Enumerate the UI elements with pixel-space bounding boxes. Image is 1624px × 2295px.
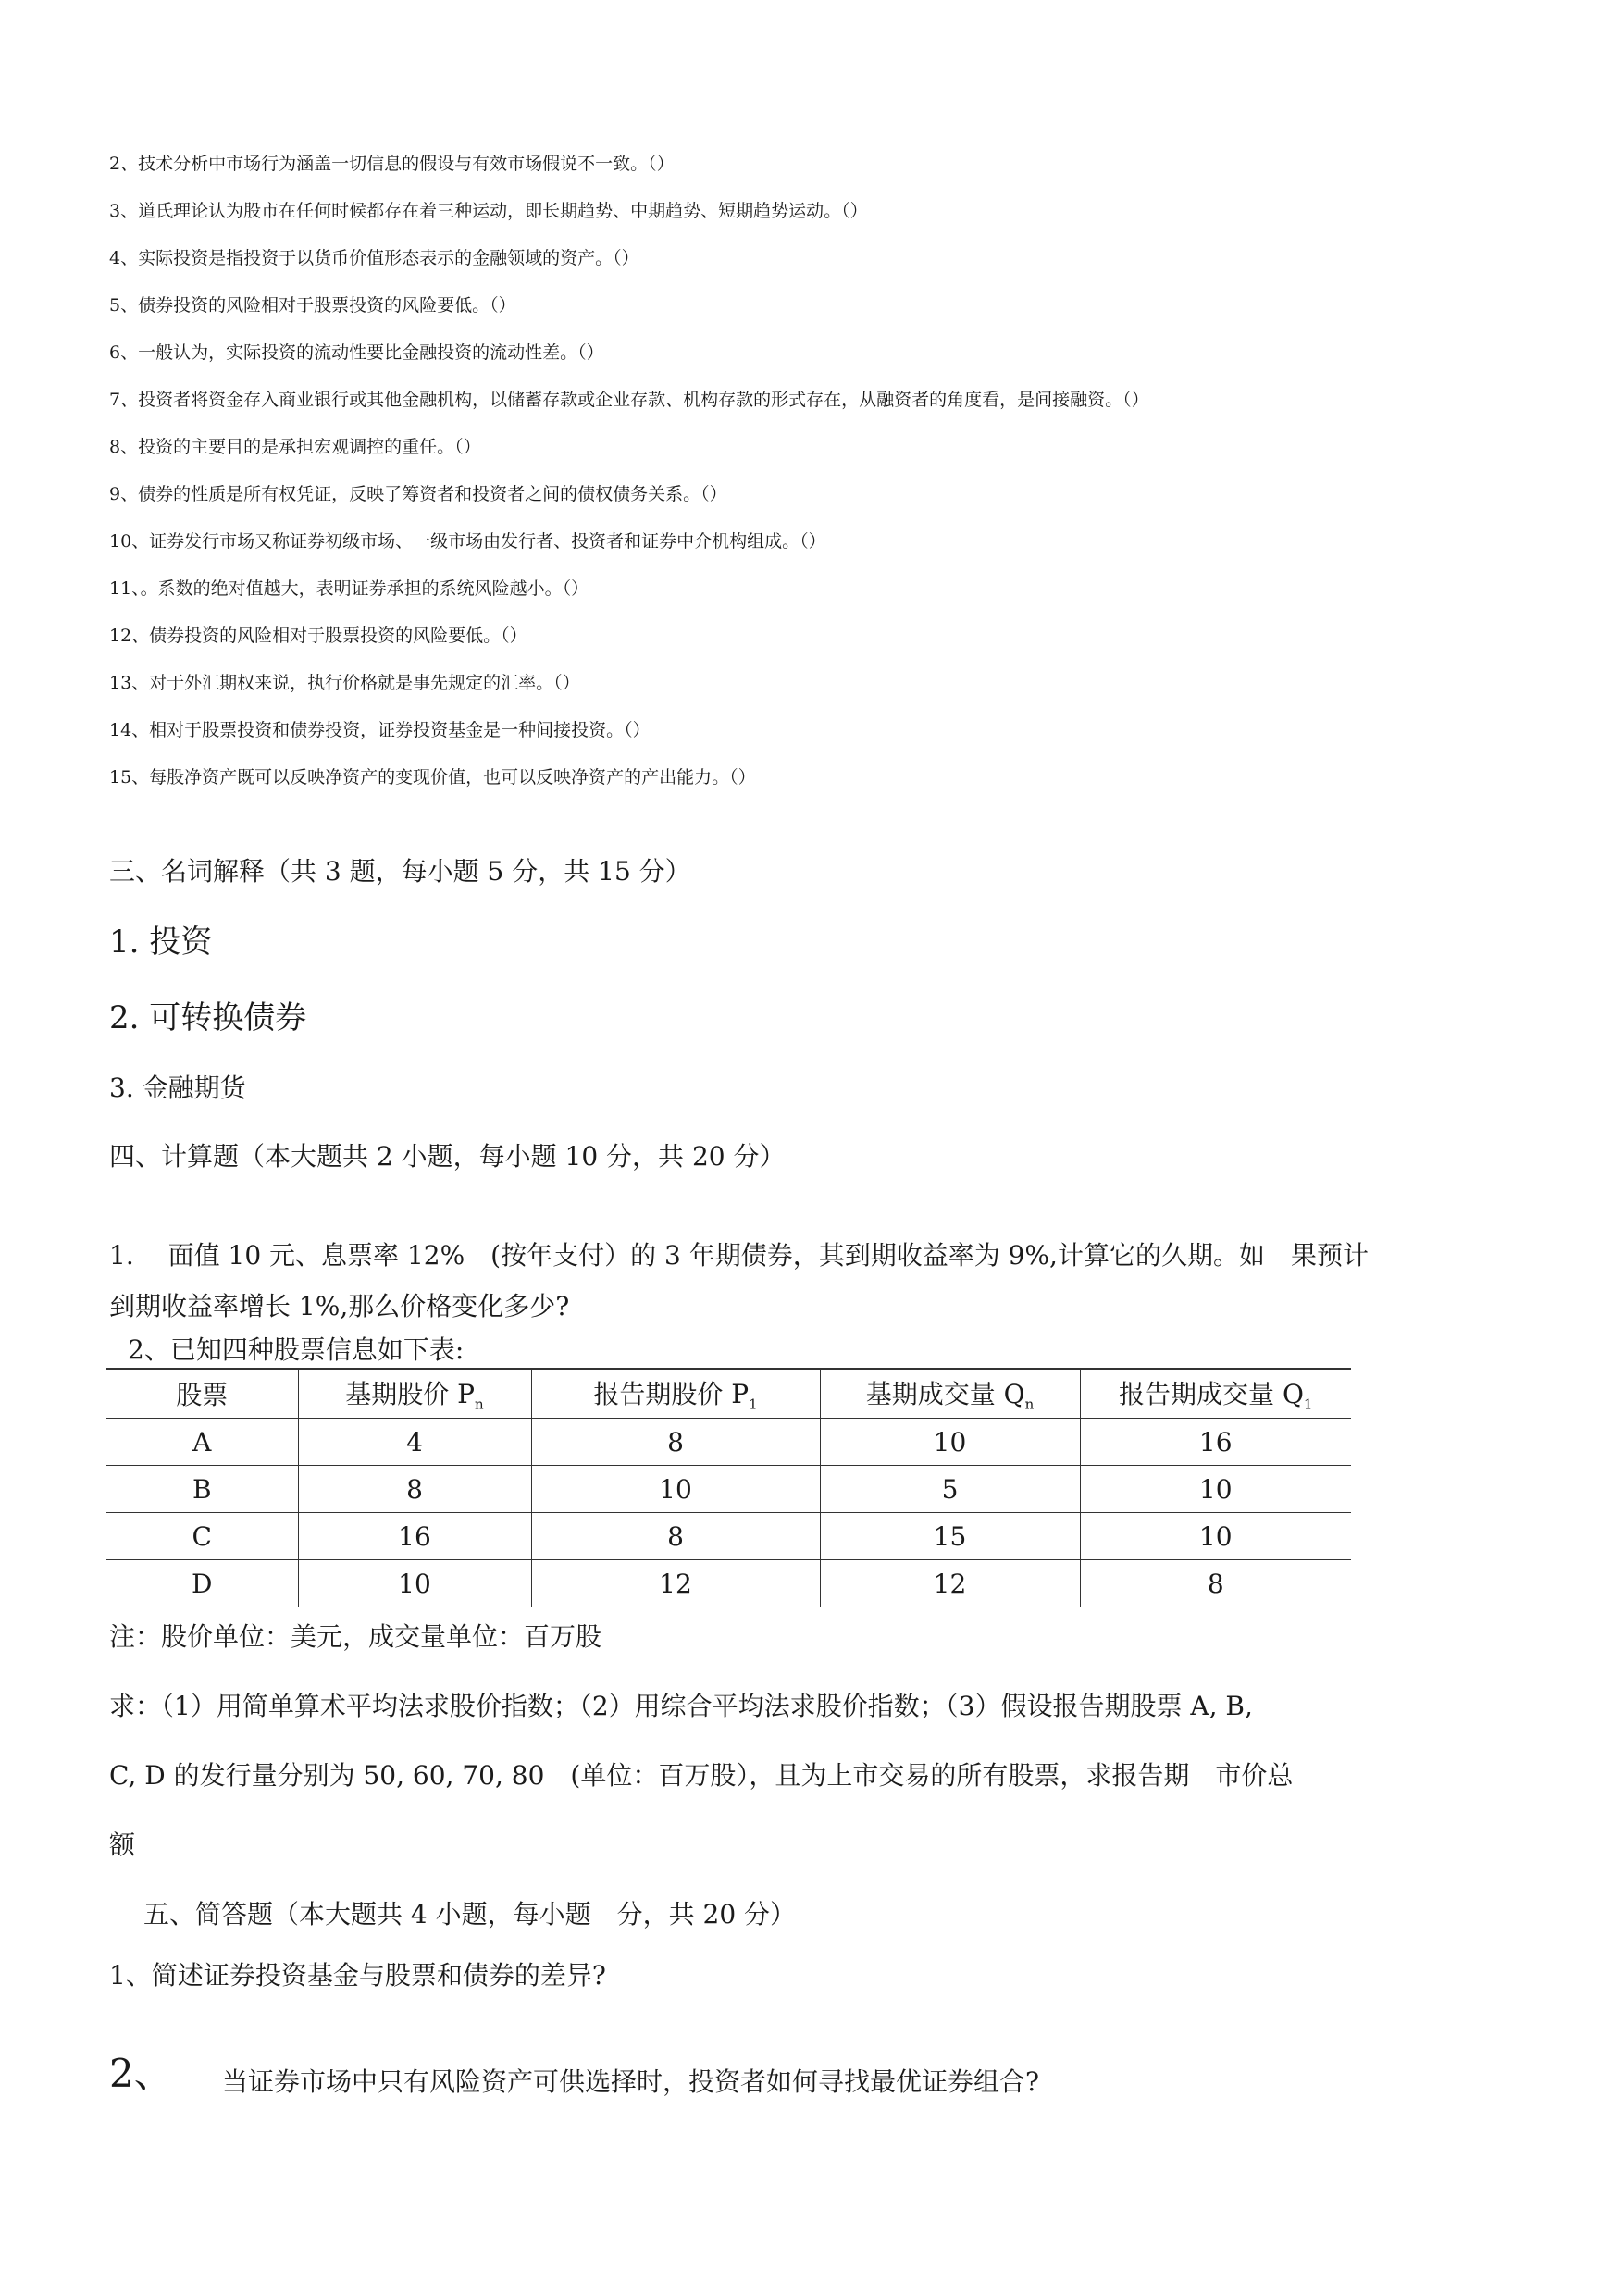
table-cell: 8 xyxy=(298,1466,531,1513)
table-cell: 8 xyxy=(1080,1560,1351,1607)
calc-requirement-line2: C, D 的发行量分别为 50, 60, 70, 80 (单位：百万股），且为上市交易的所有股票，求报告期 市价总 xyxy=(109,1760,1294,1791)
table-cell: D xyxy=(106,1560,298,1607)
term-convertible-bond: 2. 可转换债券 xyxy=(109,999,307,1036)
table-cell: 10 xyxy=(1080,1513,1351,1560)
table-row xyxy=(106,1419,1351,1466)
tf-question-2: 2、技术分析中市场行为涵盖一切信息的假设与有效市场假说不一致。（） xyxy=(109,154,675,174)
tf-question-14: 14、相对于股票投资和债券投资，证券投资基金是一种间接投资。（） xyxy=(109,720,651,740)
table-cell: 10 xyxy=(820,1419,1080,1466)
table-cell: 15 xyxy=(820,1513,1080,1560)
short-answer-q2-text: 当证券市场中只有风险资产可供选择时，投资者如何寻找最优证券组合? xyxy=(222,2066,1040,2097)
tf-question-10: 10、证券发行市场又称证券初级市场、一级市场由发行者、投资者和证券中介机构组成。（） xyxy=(109,531,826,552)
header-base-volume: 基期成交量 $Q_n$ xyxy=(820,1369,1080,1419)
tf-question-6: 6、一般认为，实际投资的流动性要比金融投资的流动性差。（） xyxy=(109,342,604,363)
tf-question-8: 8、投资的主要目的是承担宏观调控的重任。（） xyxy=(109,437,481,457)
calc-q1-line1: 1. 面值 10 元、息票率 12% (按年支付）的 3 年期债券，其到期收益率为 9%,计算它的久期。如 果预计 xyxy=(109,1240,1369,1271)
table-cell: 4 xyxy=(298,1419,531,1466)
tf-question-15: 15、每股净资产既可以反映净资产的变现价值，也可以反映净资产的产出能力。（） xyxy=(109,767,756,788)
table-cell: 16 xyxy=(298,1513,531,1560)
term-financial-futures: 3. 金融期货 xyxy=(109,1073,246,1103)
tf-question-11: 11、。系数的绝对值越大，表明证券承担的系统风险越小。（） xyxy=(109,578,589,599)
table-cell: 10 xyxy=(531,1466,820,1513)
tf-question-13: 13、对于外汇期权来说，执行价格就是事先规定的汇率。（） xyxy=(109,673,580,693)
short-answer-q2-number: 2、 xyxy=(109,2051,173,2096)
header-base-price: 基期股价 $P_n$ xyxy=(298,1369,531,1419)
section5-heading: 五、简答题（本大题共 4 小题，每小题 分，共 20 分） xyxy=(143,1899,797,1929)
stock-table xyxy=(106,1368,1351,1607)
header-report-price: 报告期股价 $P_1$ xyxy=(531,1369,820,1419)
header-report-volume: 报告期成交量 $Q_1$ xyxy=(1080,1369,1351,1419)
table-cell: 10 xyxy=(1080,1466,1351,1513)
calc-requirement-line1: 求：（1）用简单算术平均法求股价指数；（2）用综合平均法求股价指数；（3）假设报告期股票 A, B, xyxy=(109,1691,1253,1721)
table-cell: 8 xyxy=(531,1419,820,1466)
table-row xyxy=(106,1560,1351,1607)
calc-q2-intro: 2、已知四种股票信息如下表: xyxy=(128,1334,465,1365)
table-cell: A xyxy=(106,1419,298,1466)
section4-heading: 四、计算题（本大题共 2 小题，每小题 10 分，共 20 分） xyxy=(109,1141,786,1172)
tf-question-9: 9、债券的性质是所有权凭证，反映了筹资者和投资者之间的债权债务关系。（） xyxy=(109,484,727,504)
tf-question-12: 12、债券投资的风险相对于股票投资的风险要低。（） xyxy=(109,626,527,646)
table-header-row xyxy=(106,1369,1351,1419)
table-cell: 8 xyxy=(531,1513,820,1560)
table-cell: 5 xyxy=(820,1466,1080,1513)
table-row xyxy=(106,1466,1351,1513)
tf-question-4: 4、实际投资是指投资于以货币价值形态表示的金融领域的资产。（） xyxy=(109,248,639,268)
calc-q1-line2: 到期收益率增长 1%,那么价格变化多少? xyxy=(109,1291,570,1321)
table-cell: 10 xyxy=(298,1560,531,1607)
short-answer-q1: 1、简述证券投资基金与股票和债券的差异? xyxy=(109,1960,606,1991)
calc-requirement-line3: 额 xyxy=(109,1830,136,1860)
table-note: 注：股价单位：美元，成交量单位：百万股 xyxy=(109,1621,602,1652)
table-cell: 12 xyxy=(820,1560,1080,1607)
section3-heading: 三、名词解释（共 3 题，每小题 5 分，共 15 分） xyxy=(109,856,691,887)
tf-question-7: 7、投资者将资金存入商业银行或其他金融机构，以储蓄存款或企业存款、机构存款的形式存在，从融资者的角度看，是间接融资。（） xyxy=(109,390,1149,410)
table-cell: B xyxy=(106,1466,298,1513)
term-investment: 1. 投资 xyxy=(109,924,213,961)
table-cell: C xyxy=(106,1513,298,1560)
tf-question-5: 5、债券投资的风险相对于股票投资的风险要低。（） xyxy=(109,295,516,316)
header-stock: 股票 xyxy=(106,1369,298,1419)
table-cell: 12 xyxy=(531,1560,820,1607)
table-cell: 16 xyxy=(1080,1419,1351,1466)
tf-question-3: 3、道氏理论认为股市在任何时候都存在着三种运动，即长期趋势、中期趋势、短期趋势运动。（） xyxy=(109,201,868,221)
table-row xyxy=(106,1513,1351,1560)
